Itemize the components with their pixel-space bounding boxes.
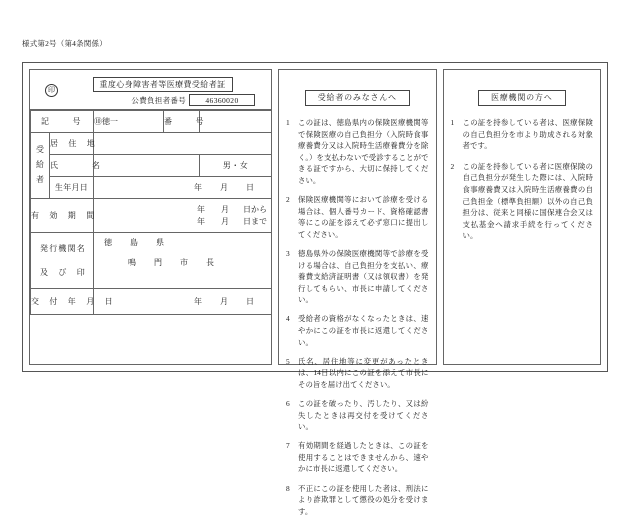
issue-month-unit: 月 bbox=[220, 297, 228, 306]
valid-period-from bbox=[94, 204, 271, 216]
list-item bbox=[451, 117, 594, 152]
list-item-number: 4 bbox=[286, 314, 290, 324]
table-row bbox=[31, 199, 272, 233]
bango-value[interactable] bbox=[200, 111, 272, 133]
birth-day-unit: 日 bbox=[246, 183, 254, 192]
list-item bbox=[286, 483, 429, 517]
list-item bbox=[286, 313, 429, 348]
list-item-number: 3 bbox=[286, 248, 290, 258]
issuer-city: 鳴 門 市 長 bbox=[128, 258, 219, 267]
certificate-panel bbox=[29, 69, 272, 365]
kigo-label: 記 号 bbox=[31, 111, 94, 133]
list-item-text: この証は、徳島県内の保険医療機関等で保険医療の自己負担分（入院時食事療養費分又は入院時生活療養費分を除く。）を支払わないで受診することができる証ですから、大切に保持してください。 bbox=[298, 118, 429, 185]
valid-from-year-unit: 年 bbox=[197, 204, 205, 214]
list-item bbox=[451, 161, 594, 242]
certificate-table bbox=[30, 110, 272, 315]
valid-to-suffix: 日まで bbox=[243, 216, 267, 226]
table-row bbox=[31, 289, 272, 315]
birth-date-label: 生年月日 bbox=[50, 177, 94, 199]
recipients-notice-heading: 受給者のみなさんへ bbox=[305, 90, 410, 107]
valid-from-month-unit: 月 bbox=[221, 204, 229, 214]
institutions-notice-heading-wrap bbox=[444, 70, 601, 117]
recipient-vertical-label-cell bbox=[31, 133, 50, 199]
list-item bbox=[286, 194, 429, 240]
list-item-number: 1 bbox=[286, 118, 290, 127]
list-item-text: 氏名、居住地等に変更があったときは、14日以内にこの証を添えて市長にその旨を届け出てください。 bbox=[298, 356, 429, 389]
issuer-value-cell bbox=[94, 233, 272, 289]
public-payer-number-label: 公費負担者番号 bbox=[131, 95, 186, 105]
list-item-number: 7 bbox=[286, 441, 290, 451]
recipients-notice-panel bbox=[278, 69, 437, 516]
table-row bbox=[31, 111, 272, 133]
recipients-notice-list bbox=[279, 117, 436, 517]
certificate-outer-frame bbox=[22, 62, 608, 516]
issuer-label-line2: 及 び 印 bbox=[40, 268, 86, 277]
list-item bbox=[286, 440, 429, 475]
list-item bbox=[286, 356, 429, 391]
list-item-text: 徳島県外の保険医療機関等で診療を受ける場合は、自己負担分を支払い、療養費支給済証明書（又は領収書）を発行してもらい、市長に申請してください。 bbox=[298, 248, 429, 305]
institutions-notice-panel bbox=[443, 69, 602, 365]
list-item-text: この証を破ったり、汚したり、又は紛失したときは再交付を受けてください。 bbox=[298, 398, 429, 432]
valid-period-label: 有 効 期 間 bbox=[31, 199, 94, 233]
address-label: 居 住 地 bbox=[50, 133, 94, 155]
sex-label[interactable]: 男・女 bbox=[200, 155, 272, 177]
kigo-value[interactable]: ⑩徳一 bbox=[94, 111, 164, 133]
list-item bbox=[286, 248, 429, 306]
valid-period-to bbox=[94, 216, 271, 228]
issue-date-label: 交 付 年 月 日 bbox=[31, 289, 94, 315]
page-title: 重度心身障害者等医療費受給者証 bbox=[93, 77, 233, 93]
list-item bbox=[286, 398, 429, 433]
list-item-number: 2 bbox=[286, 195, 290, 205]
valid-period-value[interactable] bbox=[94, 199, 272, 233]
issue-date-value[interactable] bbox=[94, 289, 272, 315]
birth-month-unit: 月 bbox=[220, 183, 228, 192]
list-item-text: 有効期間を経過したときは、この証を使用することはできませんから、速やかに市長に返還してください。 bbox=[298, 441, 429, 474]
bango-label: 番 号 bbox=[164, 111, 200, 133]
list-item-text: この証を持参している者は、医療保険の自己負担分を市より助成される対象者です。 bbox=[462, 118, 593, 151]
table-row bbox=[31, 133, 272, 155]
valid-to-year-unit: 年 bbox=[197, 216, 205, 226]
birth-date-value[interactable] bbox=[94, 177, 272, 199]
issuer-label-line1: 発行機関名 bbox=[40, 244, 86, 253]
form-number-label: 様式第2号（第4条関係） bbox=[22, 39, 107, 48]
certificate-title-block bbox=[68, 74, 267, 107]
list-item-number: 8 bbox=[286, 483, 290, 493]
institutions-notice-heading: 医療機関の方へ bbox=[478, 90, 566, 107]
list-item-text: 保険医療機関等において診療を受ける場合は、個人番号カード、資格確認書等にこの証を添えて必ず窓口に提出してください。 bbox=[298, 195, 429, 239]
table-row bbox=[31, 233, 272, 289]
certificate-header bbox=[30, 70, 271, 110]
valid-to-month-unit: 月 bbox=[221, 216, 229, 226]
list-item-text: この証を持参している者に医療保険の自己負担分が発生した際には、入院時食事療養費又は入院時生活療養費の自己負担金（標準負担額）以外の自己負担分は、従来と同様に国保連合会又は支払基金へ請求手続を行ってください。 bbox=[462, 161, 593, 241]
list-item-text: 受給者の資格がなくなったときは、速やかにこの証を市長に返還してください。 bbox=[298, 314, 429, 347]
list-item bbox=[286, 117, 429, 187]
issuer-prefecture: 徳 島 県 bbox=[104, 238, 169, 247]
stamp-icon: 印 bbox=[45, 84, 58, 97]
recipient-vertical-label: 受給者 bbox=[35, 145, 45, 190]
list-item-number: 2 bbox=[450, 161, 455, 171]
issue-year-unit: 年 bbox=[194, 297, 202, 306]
table-row bbox=[31, 155, 272, 177]
institutions-notice-list bbox=[444, 117, 601, 242]
table-row bbox=[31, 177, 272, 199]
valid-from-suffix: 日から bbox=[243, 204, 267, 214]
list-item-number: 5 bbox=[286, 356, 290, 366]
name-value[interactable] bbox=[94, 155, 200, 177]
public-payer-number-row bbox=[68, 94, 257, 106]
issuer-label-cell bbox=[31, 233, 94, 289]
birth-year-unit: 年 bbox=[194, 183, 202, 192]
address-value[interactable] bbox=[94, 133, 272, 155]
issue-day-unit: 日 bbox=[246, 297, 254, 306]
list-item-text: 不正にこの証を使用した者は、刑法により詐欺罪として懲役の処分を受けます。 bbox=[298, 483, 429, 516]
public-payer-number-value: 46360020 bbox=[189, 94, 255, 106]
list-item-number: 6 bbox=[286, 398, 290, 408]
list-item-number: 1 bbox=[450, 118, 455, 127]
name-label: 氏 名 bbox=[50, 155, 94, 177]
recipients-notice-heading-wrap bbox=[279, 70, 436, 117]
panels-container bbox=[23, 63, 607, 516]
